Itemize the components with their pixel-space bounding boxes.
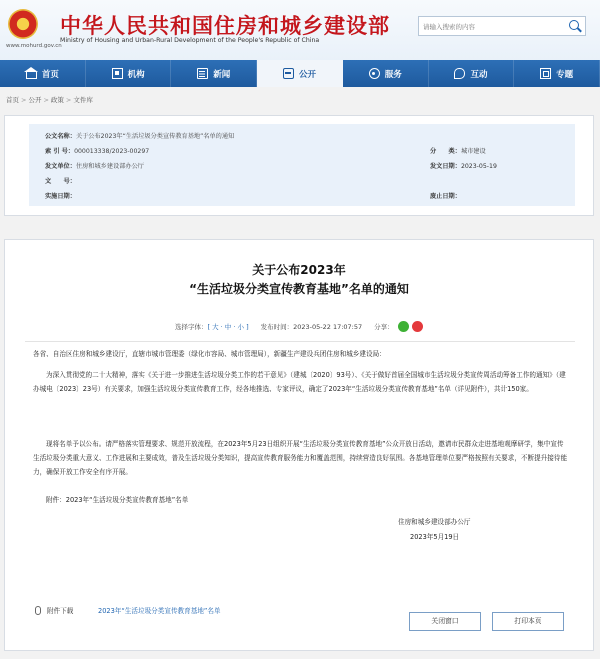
font-size-selector[interactable]: [ 大 · 中 · 小 ]	[207, 323, 249, 331]
breadcrumb-policy[interactable]: 政策	[50, 96, 64, 104]
nav-label: 公开	[299, 69, 317, 80]
topic-icon	[540, 68, 551, 79]
attachment-download-label	[35, 605, 73, 615]
search-box	[418, 16, 586, 36]
breadcrumb: 首页 > 公开 > 政策 > 文件库	[6, 96, 93, 104]
nav-label: 新闻	[213, 69, 231, 80]
attach-download-text: 附件下载	[47, 607, 74, 615]
sign-organization: 住房和城乡建设部办公厅	[398, 518, 471, 526]
breadcrumb-open[interactable]: 公开	[28, 96, 42, 104]
share-label: 分享：	[374, 323, 394, 331]
nav-label: 专题	[556, 69, 574, 80]
paragraph-1: 为深入贯彻党的二十大精神，落实《关于进一步推进生活垃圾分类工作的若干意见》（建城〔2020〕93号）、《关于做好首届全国城市生活垃圾分类宣传周活动筹备工作的通知》（建办城电〔2023〕23号）有关要求，加强生活垃圾分类宣传教育工作，经各地推选、专家评议，确定了2023年“生活垃圾分类宣传教育基地”名单（详见附件），共计150家。	[33, 371, 566, 393]
paperclip-icon	[35, 606, 41, 615]
nav-item-org[interactable]	[86, 60, 172, 87]
site-title[interactable]: 中华人民共和国住房和城乡建设部	[60, 14, 390, 38]
title-line-2: “生活垃圾分类宣传教育基地”名单的通知	[189, 282, 409, 296]
document-metadata	[4, 115, 594, 216]
published-time: 2023-05-22 17:07:57	[293, 322, 363, 331]
home-icon	[26, 72, 37, 79]
meta-date: 发文日期：2023-05-19	[430, 163, 497, 170]
paragraph-2: 现将名单予以公布。请严格落实管理要求、规范开放流程，在2023年5月23日组织开展“生活垃圾分类宣传教育基地”公众开放日活动，邀请市民群众走进基地观摩研学，集中宣传生活垃圾分类重大意义、工作进展和主要成效，普及生活垃圾分类知识，提高宣传教育服务能力和覆盖范围，持续营造良好氛围。各基地管理单位要严格按照有关要求，不断提升接待能力，确保开放工作安全有序开展。	[33, 440, 568, 476]
breadcrumb-home[interactable]: 首页	[6, 96, 19, 104]
site-url: www.mohurd.gov.cn	[6, 43, 62, 49]
meta-issuer: 发文单位：住房和城乡建设部办公厅	[45, 163, 144, 170]
search-icon[interactable]	[565, 17, 585, 35]
attachment-line: 附件：2023年“生活垃圾分类宣传教育基地”名单	[46, 496, 189, 504]
service-icon	[369, 68, 380, 79]
nav-item-news[interactable]	[171, 60, 257, 87]
attachment-link[interactable]: 2023年“生活垃圾分类宣传教育基地”名单	[98, 607, 221, 615]
article	[4, 239, 594, 651]
nav-item-home[interactable]	[0, 60, 86, 87]
meta-effective: 实施日期：	[45, 193, 76, 200]
nav-label: 互动	[470, 69, 488, 80]
nav-item-service[interactable]	[343, 60, 429, 87]
sign-date: 2023年5月19日	[410, 533, 460, 541]
font-select-label: 选择字体：	[175, 323, 208, 331]
published-label: 发布时间：	[260, 323, 294, 331]
org-icon	[112, 68, 123, 79]
print-page-button[interactable]: 打印本页	[492, 612, 564, 631]
nav-item-topic[interactable]	[514, 60, 600, 87]
close-window-button[interactable]: 关闭窗口	[409, 612, 481, 631]
open-icon	[283, 68, 294, 79]
nav-label: 服务	[384, 69, 402, 80]
metadata-panel	[29, 124, 575, 206]
news-icon	[197, 68, 208, 79]
meta-index-no: 索 引 号：000013338/2023-00297	[45, 148, 150, 155]
meta-doc-no: 文 号：	[45, 178, 76, 185]
site-header	[0, 0, 600, 60]
site-subtitle: Ministry of Housing and Urban-Rural Development of the People's Republic of China	[60, 37, 320, 44]
nav-item-interact[interactable]	[429, 60, 515, 87]
weibo-share-icon[interactable]	[412, 321, 423, 332]
meta-title: 公文名称：关于公布2023年“生活垃圾分类宣传教育基地”名单的通知	[45, 133, 235, 140]
meta-category: 分 类：城市建设	[430, 148, 486, 155]
nav-label: 机构	[127, 69, 145, 80]
main-nav	[0, 60, 600, 87]
article-info-bar	[175, 321, 423, 332]
wechat-share-icon[interactable]	[398, 321, 409, 332]
interact-icon	[454, 68, 465, 79]
meta-repeal: 废止日期：	[430, 193, 461, 200]
breadcrumb-library[interactable]: 文件库	[73, 96, 93, 104]
search-input[interactable]	[423, 20, 561, 33]
salutation: 各省、自治区住房和城乡建设厅，直辖市城市管理委（绿化市容局、城市管理局），新疆生产建设兵团住房和城乡建设局：	[33, 350, 386, 358]
divider	[25, 341, 575, 342]
article-title	[5, 261, 593, 299]
nav-label: 首页	[41, 69, 59, 80]
national-emblem-icon[interactable]	[8, 9, 38, 39]
nav-item-open[interactable]	[257, 60, 343, 87]
title-line-1: 关于公布2023年	[252, 263, 346, 277]
